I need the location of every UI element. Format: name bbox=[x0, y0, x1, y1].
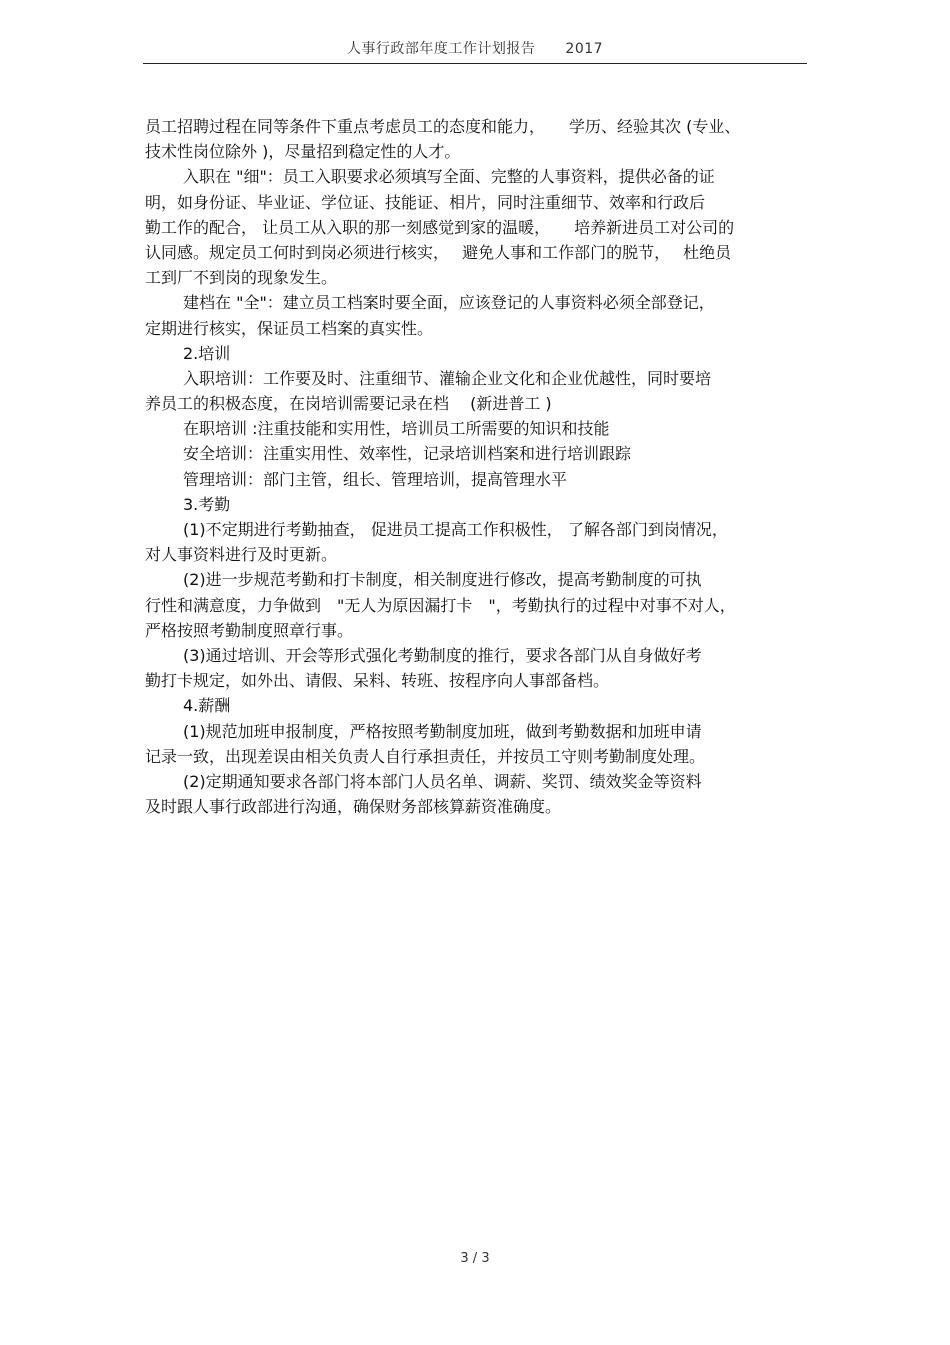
text-line: 管理培训：部门主管，组长、管理培训，提高管理水平 bbox=[183, 469, 568, 489]
text-line: 在职培训 :注重技能和实用性，培训员工所需要的知识和技能 bbox=[183, 419, 610, 439]
text-line: 养员工的积极态度，在岗培训需要记录在档 (新进普工 ) bbox=[145, 394, 552, 414]
text-line: 安全培训：注重实用性、效率性，记录培训档案和进行培训跟踪 bbox=[183, 444, 632, 464]
text-line: 入职培训：工作要及时、注重细节、灌输企业文化和企业优越性，同时要培 bbox=[183, 368, 712, 388]
text-line: 认同感。规定员工何时到岗必须进行核实， 避免人事和工作部门的脱节， 杜绝员 bbox=[145, 242, 732, 262]
text-line: (3)通过培训、开会等形式强化考勤制度的推行，要求各部门从自身做好考 bbox=[183, 645, 702, 665]
text-line: 技术性岗位除外 )，尽量招到稳定性的人才。 bbox=[145, 142, 461, 162]
text-line: (1)不定期进行考勤抽查， 促进员工提高工作积极性， 了解各部门到岗情况， bbox=[183, 520, 728, 539]
header-year: 2017 bbox=[565, 41, 604, 57]
text-line: 2.培训 bbox=[183, 343, 231, 363]
document-body bbox=[145, 114, 810, 819]
page-header bbox=[0, 38, 950, 58]
header-divider bbox=[143, 63, 807, 64]
text-line: 建档在 "全"：建立员工档案时要全面，应该登记的人事资料必须全部登记， bbox=[183, 293, 715, 313]
text-line: 严格按照考勤制度照章行事。 bbox=[145, 620, 354, 640]
text-line: 勤工作的配合， 让员工从入职的那一刻感觉到家的温暖， 培养新进员工对公司的 bbox=[145, 217, 735, 237]
text-line: 4.薪酬 bbox=[183, 696, 231, 716]
text-line: 3.考勤 bbox=[183, 494, 231, 514]
text-line: (2)进一步规范考勤和打卡制度，相关制度进行修改，提高考勤制度的可执 bbox=[183, 570, 702, 590]
text-line: 勤打卡规定，如外出、请假、呆料、转班、按程序向人事部备档。 bbox=[145, 671, 610, 691]
text-line: 对人事资料进行及时更新。 bbox=[145, 545, 338, 565]
header-title: 人事行政部年度工作计划报告 bbox=[346, 41, 536, 57]
text-line: 记录一致，出现差误由相关负责人自行承担责任，并按员工守则考勤制度处理。 bbox=[145, 746, 706, 766]
text-line: 定期进行核实，保证员工档案的真实性。 bbox=[145, 318, 434, 338]
page-number: 3 / 3 bbox=[460, 1251, 490, 1266]
text-line: 明，如身份证、毕业证、学位证、技能证、相片，同时注重细节、效率和行政后 bbox=[145, 192, 706, 212]
text-line: (2)定期通知要求各部门将本部门人员名单、调薪、奖罚、绩效奖金等资料 bbox=[183, 771, 702, 791]
text-line: 及时跟人事行政部进行沟通，确保财务部核算薪资准确度。 bbox=[145, 797, 562, 817]
text-line: 行性和满意度，力争做到 "无人为原因漏打卡 "，考勤执行的过程中对事不对人， bbox=[145, 595, 736, 615]
text-line: 入职在 "细"：员工入职要求必须填写全面、完整的人事资料，提供必备的证 bbox=[183, 167, 715, 187]
text-line: (1)规范加班申报制度，严格按照考勤制度加班，做到考勤数据和加班申请 bbox=[183, 721, 702, 741]
text-line: 员工招聘过程在同等条件下重点考虑员工的态度和能力， 学历、经验其次 (专业、 bbox=[145, 117, 741, 136]
text-line: 工到厂不到岗的现象发生。 bbox=[145, 268, 338, 288]
